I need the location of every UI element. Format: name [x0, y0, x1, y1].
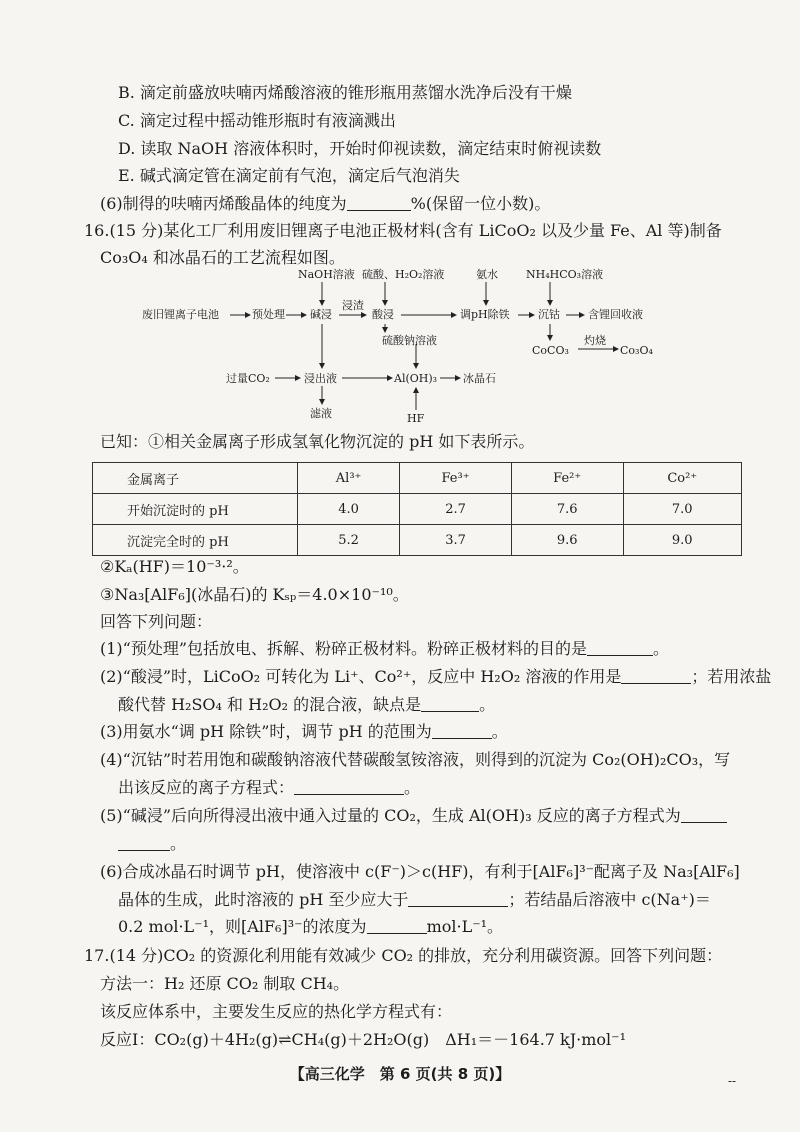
- flow-li-solution: 含锂回收液: [588, 308, 643, 321]
- flow-alkali-leach: 碱浸: [310, 308, 332, 321]
- table-cell: 9.6: [511, 525, 623, 556]
- corner-mark: --: [728, 1074, 737, 1088]
- ph-table: [92, 462, 742, 556]
- flow-precip-co: 沉钴: [538, 308, 560, 321]
- table-cell: 9.0: [623, 525, 742, 556]
- flow-excess-co2: 过量CO₂: [226, 372, 270, 385]
- q17-method1: 方法一：H₂ 还原 CO₂ 制取 CH₄。: [100, 974, 350, 993]
- flow-calcine: 灼烧: [584, 334, 606, 347]
- q16-part6-line2: 晶体的生成，此时溶液的 pH 至少应大于 ；若结晶后溶液中 c(Na⁺)＝: [118, 890, 711, 909]
- flow-h2so4-h2o2: 硫酸、H₂O₂溶液: [362, 268, 445, 281]
- q17-system: 该反应体系中，主要发生反应的热化学方程式有：: [100, 1002, 453, 1021]
- answer-blank: [347, 194, 411, 211]
- table-cell: 沉淀完全时的 pH: [93, 525, 298, 556]
- flow-cryolite: 冰晶石: [463, 372, 496, 385]
- q16-part1: (1)“预处理”包括放电、拆解、粉碎正极材料。粉碎正极材料的目的是 。: [100, 639, 670, 658]
- known-3: ③Na₃[AlF₆](冰晶石)的 Kₛₚ＝4.0×10⁻¹⁰。: [100, 585, 409, 604]
- flow-arrows: [120, 262, 680, 432]
- answer-blank: [118, 834, 170, 851]
- flow-battery: 废旧锂离子电池: [142, 308, 219, 321]
- answer-blank: [421, 695, 479, 712]
- answer-blank: [681, 806, 727, 823]
- flow-na2so4: 硫酸钠溶液: [382, 334, 437, 347]
- known-1: 已知：①相关金属离子形成氢氧化物沉淀的 pH 如下表所示。: [100, 432, 535, 451]
- answer-blank: [621, 667, 691, 684]
- option-c: C. 滴定过程中摇动锥形瓶时有液滴溅出: [118, 111, 396, 130]
- table-header-cell: Fe²⁺: [511, 463, 623, 494]
- answer-prompt: 回答下列问题：: [100, 612, 213, 631]
- q15-part6: (6)制得的呋喃丙烯酸晶体的纯度为 %(保留一位小数)。: [100, 194, 551, 213]
- q16-part6-line1: (6)合成冰晶石时调节 pH，使溶液中 c(F⁻)＞c(HF)，有利于[AlF₆]³⁻配离子及 Na₃[AlF₆]: [100, 862, 740, 881]
- page-footer: 【高三化学 第 6 页(共 8 页)】: [289, 1065, 511, 1083]
- table-header-cell: Fe³⁺: [400, 463, 512, 494]
- table-header-row: [93, 463, 742, 494]
- flow-residue: 浸渣: [342, 299, 364, 312]
- answer-blank: [367, 917, 427, 934]
- flow-naoh: NaOH溶液: [298, 268, 355, 281]
- q16-part5-line2: 。: [118, 833, 186, 855]
- answer-blank: [587, 639, 653, 656]
- process-flow-diagram: [120, 262, 680, 432]
- flow-filtrate: 滤液: [310, 407, 332, 420]
- answer-blank: [432, 722, 492, 739]
- q16-part5-line1: (5)“碱浸”后向所得浸出液中通入过量的 CO₂，生成 Al(OH)₃ 反应的离子方程式为: [100, 805, 727, 827]
- table-cell: 7.6: [511, 494, 623, 525]
- flow-acid-leach: 酸浸: [372, 308, 394, 321]
- answer-blank: [294, 778, 404, 795]
- q16-stem-line1: 16.(15 分)某化工厂利用废旧锂离子电池正极材料(含有 LiCoO₂ 以及少量 Fe、Al 等)制备: [84, 221, 722, 240]
- flow-ammonia: 氨水: [476, 268, 498, 281]
- known-2: ②Kₐ(HF)＝10⁻³·²。: [100, 557, 249, 576]
- answer-blank: [408, 890, 508, 907]
- flow-adjust-ph: 调pH除铁: [460, 308, 510, 321]
- q16-part3: (3)用氨水“调 pH 除铁”时，调节 pH 的范围为 。: [100, 722, 508, 741]
- flow-pretreat: 预处理: [252, 308, 285, 321]
- q16-part4-line2: 出该反应的离子方程式： 。: [118, 778, 421, 797]
- q16-part2-line1: (2)“酸浸”时，LiCoO₂ 可转化为 Li⁺、Co²⁺，反应中 H₂O₂ 溶液的作用是 ；若用浓盐: [100, 667, 772, 686]
- q17-reaction1: 反应Ⅰ：CO₂(g)＋4H₂(g)⇌CH₄(g)＋2H₂O(g) ΔH₁＝－164.7 kJ·mol⁻¹: [100, 1030, 627, 1049]
- table-cell: 5.2: [298, 525, 400, 556]
- flow-hf: HF: [407, 412, 425, 425]
- table-cell: 7.0: [623, 494, 742, 525]
- q17-stem: 17.(14 分)CO₂ 的资源化利用能有效减少 CO₂ 的排放，充分利用碳资源。回答下列问题：: [84, 946, 723, 965]
- q16-stem-line2: Co₃O₄ 和冰晶石的工艺流程如图。: [100, 248, 345, 267]
- flow-coco3: CoCO₃: [532, 344, 569, 357]
- table-row: [93, 525, 742, 556]
- q16-part6-line3: 0.2 mol·L⁻¹，则[AlF₆]³⁻的浓度为 mol·L⁻¹。: [118, 917, 504, 936]
- option-e: E. 碱式滴定管在滴定前有气泡，滴定后气泡消失: [118, 166, 460, 185]
- table-header-cell: 金属离子: [93, 463, 298, 494]
- table-header-cell: Al³⁺: [298, 463, 400, 494]
- table-cell: 4.0: [298, 494, 400, 525]
- q16-part2-line2: 酸代替 H₂SO₄ 和 H₂O₂ 的混合液，缺点是 。: [118, 695, 496, 714]
- flow-co3o4: Co₃O₄: [620, 344, 653, 357]
- flow-aloh3: Al(OH)₃: [394, 372, 438, 385]
- q16-part4-line1: (4)“沉钴”时若用饱和碳酸钠溶液代替碳酸氢铵溶液，则得到的沉淀为 Co₂(OH)₂CO₃，写: [100, 750, 731, 769]
- table-cell: 3.7: [400, 525, 512, 556]
- option-d: D. 读取 NaOH 溶液体积时，开始时仰视读数，滴定结束时俯视读数: [118, 139, 602, 158]
- table-row: [93, 494, 742, 525]
- table-cell: 开始沉淀时的 pH: [93, 494, 298, 525]
- option-b: B. 滴定前盛放呋喃丙烯酸溶液的锥形瓶用蒸馏水洗净后没有干燥: [118, 83, 572, 102]
- flow-nh4hco3: NH₄HCO₃溶液: [526, 268, 604, 281]
- table-cell: 2.7: [400, 494, 512, 525]
- table-header-cell: Co²⁺: [623, 463, 742, 494]
- flow-leachate: 浸出液: [304, 372, 337, 385]
